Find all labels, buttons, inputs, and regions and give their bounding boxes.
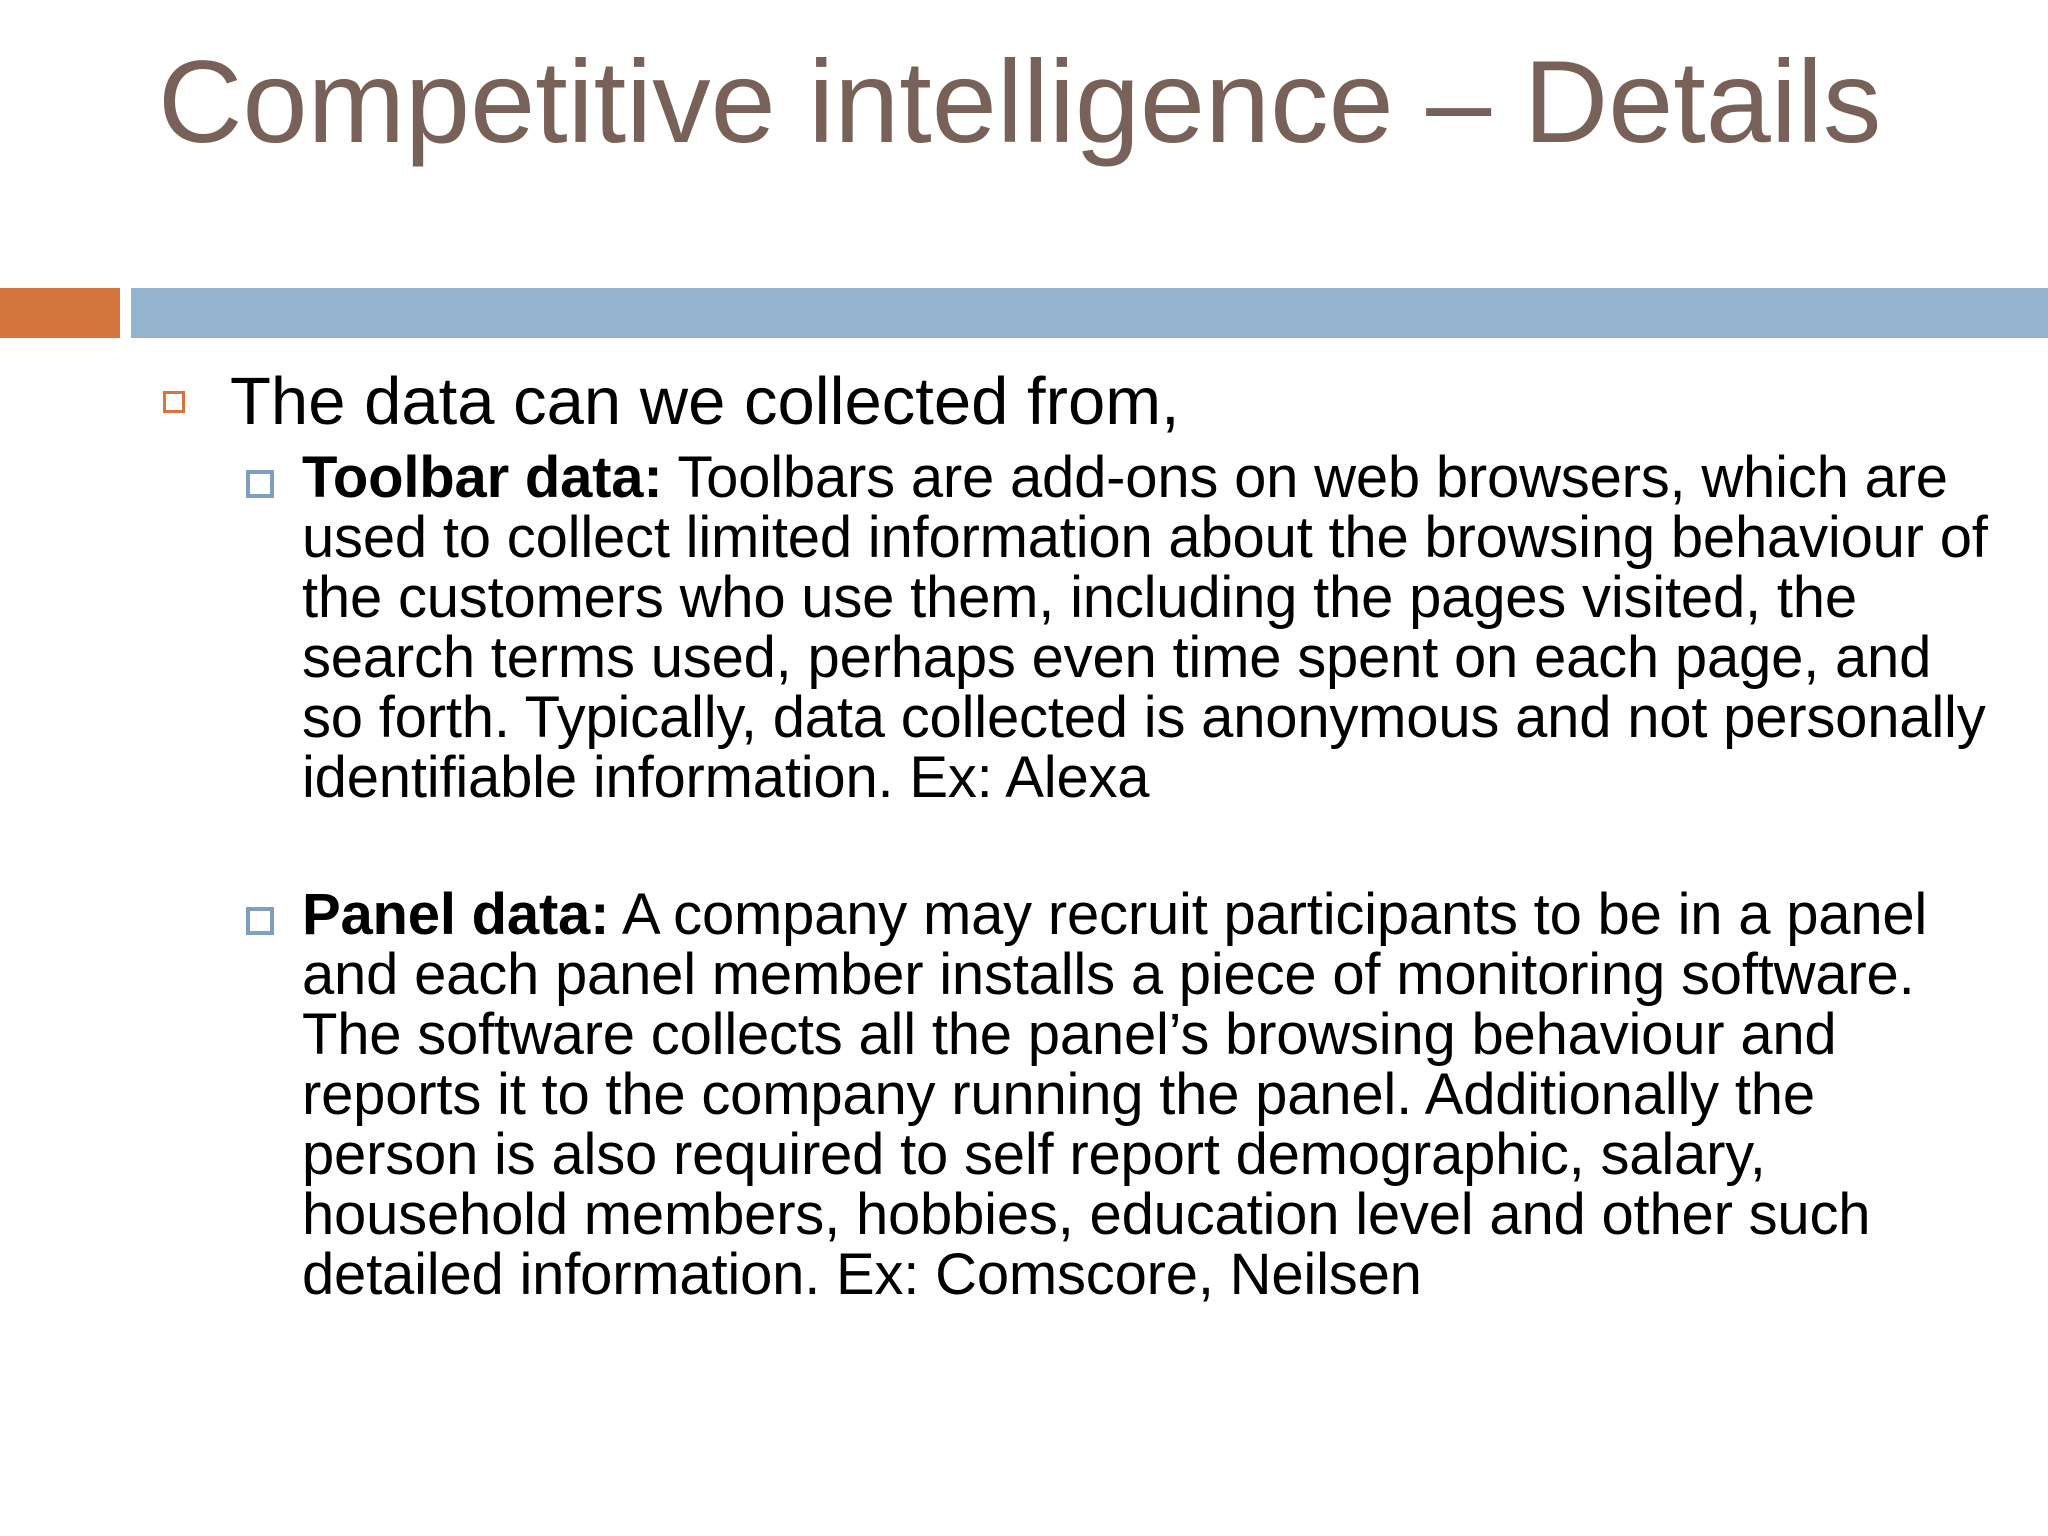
list-item-text: Toolbars are add-ons on web browsers, which are used to collect limited information about the browsing behaviour of the customers who use them, including the pages visited, the search terms used, perhaps even time spent on each page, and so forth. Typically, data collected is anonymous and not personally identifiable information. Ex: Alexa xyxy=(302,445,1988,810)
list-item-text: A company may recruit participants to be in a panel and each panel member installs a piece of monitoring software. The software collects all the panel’s browsing behaviour and reports it to the company running the panel. Additionally the person is also required to self report demographic, salary, household members, hobbies, education level and other such detailed information. Ex: Comscore, Neilsen xyxy=(302,882,1928,1307)
bullet-square-icon xyxy=(163,391,185,413)
sub-bullet-square-icon xyxy=(246,470,274,498)
list-item-term: Panel data: xyxy=(302,882,610,947)
accent-bar-blue xyxy=(131,288,2048,338)
list-item-panel xyxy=(302,882,2002,1307)
list-item-term: Toolbar data: xyxy=(302,445,663,510)
list-item-toolbar xyxy=(302,445,2002,810)
intro-text: The data can we collected from, xyxy=(230,364,1180,439)
sub-bullet-square-icon xyxy=(246,907,274,935)
slide-title: Competitive intelligence – Details xyxy=(158,36,1882,167)
accent-bar-orange xyxy=(0,288,120,338)
